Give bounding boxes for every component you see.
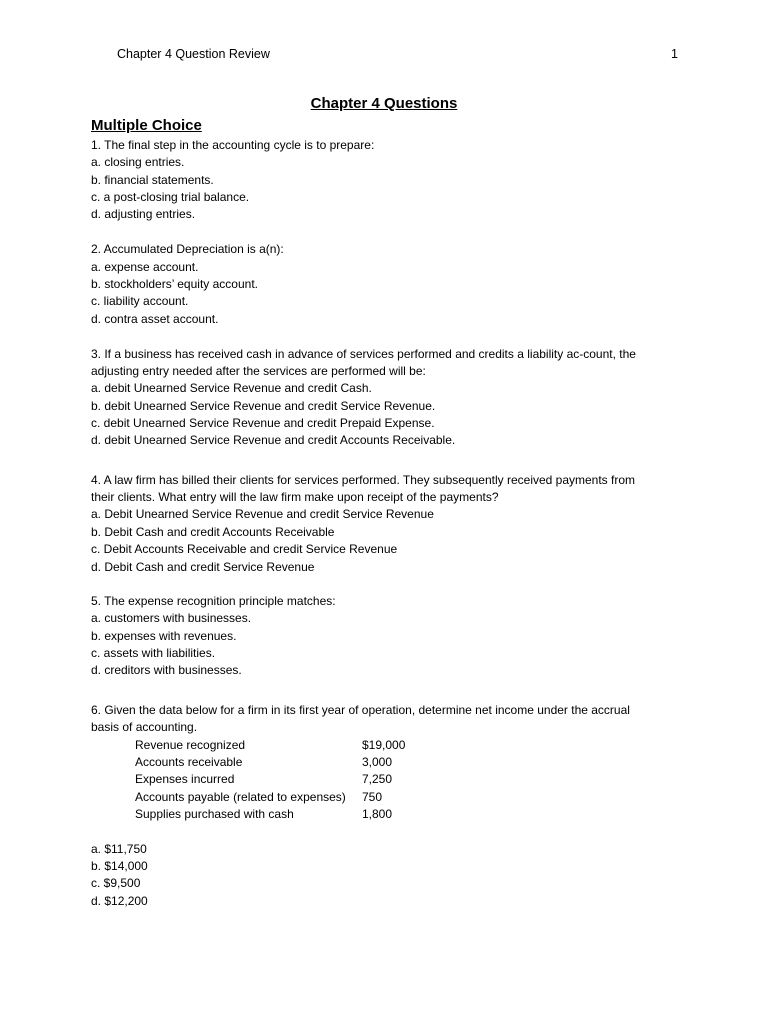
question-5-option-a: a. customers with businesses. (91, 611, 252, 625)
question-1-option-a: a. closing entries. (91, 155, 185, 169)
question-2-option-b: b. stockholders’ equity account. (91, 277, 258, 291)
table-row-label: Accounts receivable (135, 755, 243, 769)
table-row-value: 1,800 (362, 807, 393, 821)
question-6-option-a: a. $11,750 (91, 842, 147, 856)
question-6-stem-line-1: 6. Given the data below for a firm in its first year of operation, determine net income under the accrual (91, 703, 630, 717)
question-5-option-c: c. assets with liabilities. (91, 646, 216, 660)
question-5-option-d: d. creditors with businesses. (91, 663, 242, 677)
question-1-option-b: b. financial statements. (91, 173, 214, 187)
table-row-value: 750 (362, 790, 383, 804)
question-5-option-b: b. expenses with revenues. (91, 629, 237, 643)
question-3-option-a: a. debit Unearned Service Revenue and credit Cash. (91, 381, 372, 395)
document-title: Chapter 4 Questions (310, 95, 458, 112)
question-3-stem-line-1: 3. If a business has received cash in advance of services performed and credits a liability ac-count, the (91, 347, 636, 361)
page-number: 1 (671, 47, 678, 61)
question-4-stem-line-1: 4. A law firm has billed their clients for services performed. They subsequently received payments from (91, 473, 636, 487)
question-4-option-a: a. Debit Unearned Service Revenue and credit Service Revenue (91, 507, 434, 521)
question-2-stem: 2. Accumulated Depreciation is a(n): (91, 242, 284, 256)
question-3-option-d: d. debit Unearned Service Revenue and credit Accounts Receivable. (91, 433, 456, 447)
table-row-value: 3,000 (362, 755, 393, 769)
table-row-label: Revenue recognized (135, 738, 246, 752)
question-1-option-c: c. a post-closing trial balance. (91, 190, 250, 204)
question-6-option-b: b. $14,000 (91, 859, 148, 873)
table-row-label: Accounts payable (related to expenses) (135, 790, 346, 804)
question-5-stem: 5. The expense recognition principle matches: (91, 594, 336, 608)
question-3-option-b: b. debit Unearned Service Revenue and credit Service Revenue. (91, 399, 436, 413)
table-row-label: Expenses incurred (135, 772, 235, 786)
question-1-option-d: d. adjusting entries. (91, 207, 196, 221)
question-4-stem-line-2: their clients. What entry will the law firm make upon receipt of the payments? (91, 490, 499, 504)
question-3-option-c: c. debit Unearned Service Revenue and credit Prepaid Expense. (91, 416, 435, 430)
question-4-option-c: c. Debit Accounts Receivable and credit Service Revenue (91, 542, 398, 556)
table-row-value: $19,000 (362, 738, 406, 752)
question-2-option-d: d. contra asset account. (91, 312, 219, 326)
question-1-stem: 1. The final step in the accounting cycle is to prepare: (91, 138, 375, 152)
question-2-option-c: c. liability account. (91, 294, 189, 308)
question-4-option-d: d. Debit Cash and credit Service Revenue (91, 560, 315, 574)
question-2-option-a: a. expense account. (91, 260, 199, 274)
question-6-option-c: c. $9,500 (91, 876, 141, 890)
section-heading: Multiple Choice (91, 117, 202, 134)
question-4-option-b: b. Debit Cash and credit Accounts Receivable (91, 525, 335, 539)
question-6-option-d: d. $12,200 (91, 894, 148, 908)
table-row-value: 7,250 (362, 772, 393, 786)
table-row-label: Supplies purchased with cash (135, 807, 294, 821)
running-header: Chapter 4 Question Review (117, 47, 270, 61)
question-6-stem-line-2: basis of accounting. (91, 720, 198, 734)
question-3-stem-line-2: adjusting entry needed after the services are performed will be: (91, 364, 426, 378)
